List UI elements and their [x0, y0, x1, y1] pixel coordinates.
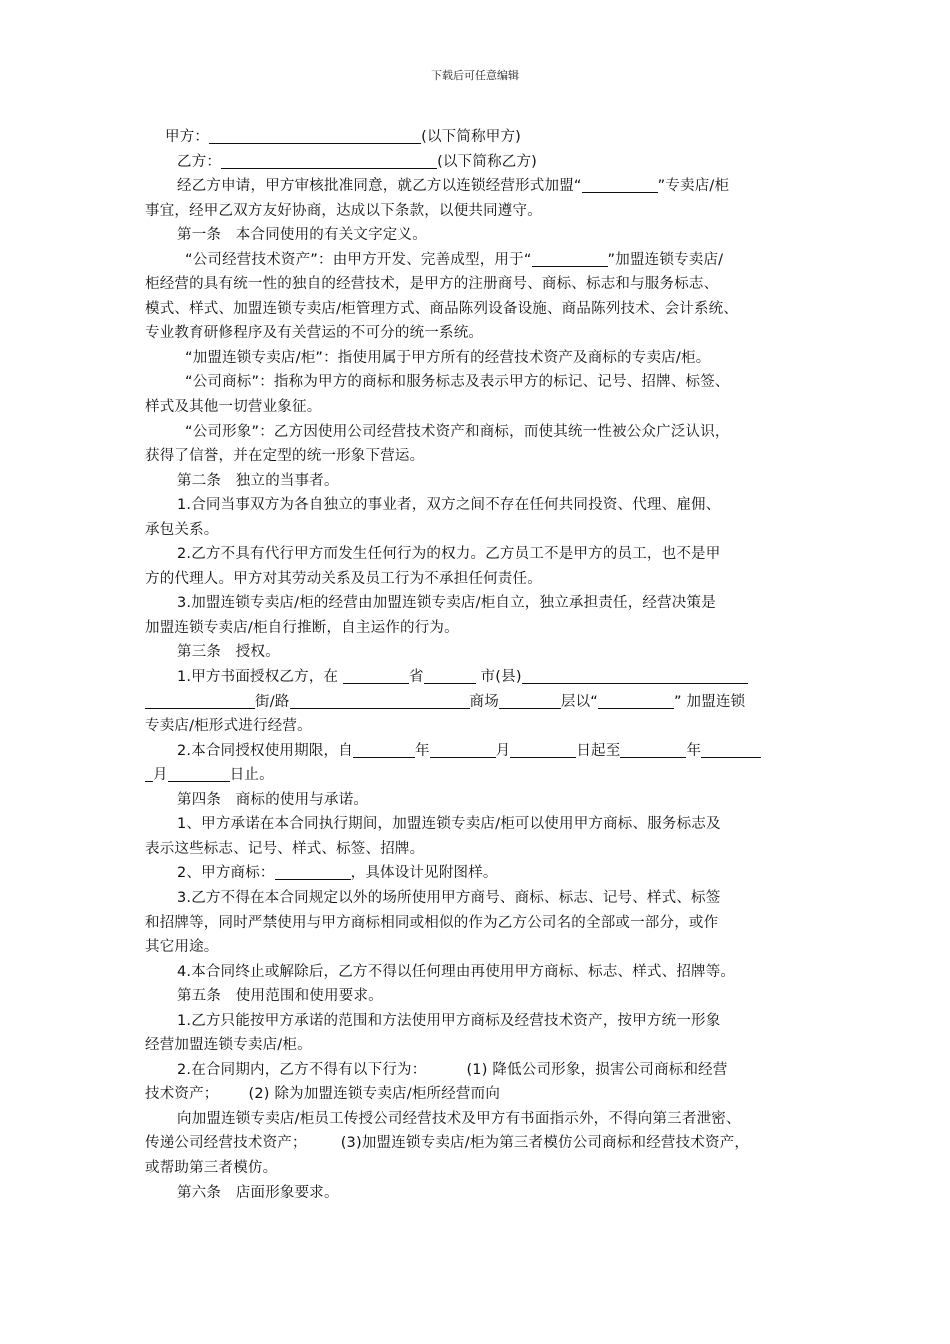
- end-day-blank: [168, 765, 230, 782]
- district-blank: [145, 692, 255, 709]
- authorization-address-line: 街/路 商场 层以“ ” 加盟连锁: [145, 690, 815, 715]
- paragraph-line: 2.在合同期内，乙方不得有以下行为： (1) 降低公司形象，损害公司商标和经营: [177, 1061, 728, 1078]
- province-blank: [343, 667, 409, 684]
- authorization-location-line: 1.甲方书面授权乙方，在 省 市(县): [145, 665, 815, 690]
- brand-blank: [598, 692, 674, 709]
- article-heading: 第五条 使用范围和使用要求。: [177, 988, 383, 1005]
- paragraph-line: 其它用途。: [145, 939, 219, 956]
- contract-body: [145, 125, 815, 1205]
- paragraph-line: 表示这些标志、记号、样式、标签、招牌。: [145, 840, 425, 857]
- paragraph-line: 向加盟连锁专卖店/柜员工传授公司经营技术及甲方有书面指示外，不得向第三者泄密、: [177, 1110, 741, 1127]
- party-a-blank: [209, 127, 421, 144]
- paragraph-line: 和招牌等，同时严禁使用与甲方商标相同或相似的作为乙方公司名的全部或一部分，或作: [145, 914, 719, 931]
- article-heading: 第四条 商标的使用与承诺。: [177, 791, 369, 808]
- article-heading: 第一条 本合同使用的有关文字定义。: [177, 227, 427, 244]
- party-a-line: 甲方： (以下简称甲方): [165, 129, 522, 145]
- end-year-blank: [620, 741, 686, 758]
- party-b-line: 乙方： (以下简称乙方): [177, 153, 538, 170]
- paragraph-line: 3.加盟连锁专卖店/柜的经营由加盟连锁专卖店/柜自立，独立承担责任，经营决策是: [177, 595, 716, 612]
- paragraph-line: “公司商标”：指称为甲方的商标和服务标志及表示甲方的标记、记号、招牌、标签、: [185, 374, 730, 391]
- paragraph-line: 1.乙方只能按甲方承诺的范围和方法使用甲方商标及经营技术资产，按甲方统一形象: [177, 1012, 721, 1029]
- paragraph-line: 传递公司经营技术资产； (3)加盟连锁专卖店/柜为第三者模仿公司商标和经营技术资产，: [145, 1135, 750, 1152]
- paragraph-line: 3.乙方不得在本合同规定以外的场所使用甲方商号、商标、标志、记号、样式、标签: [177, 889, 721, 906]
- trademark-blank: [275, 863, 351, 880]
- paragraph-line: 获得了信誉，并在定型的统一形象下营运。: [145, 448, 425, 465]
- article-heading: 第六条 店面形象要求。: [177, 1184, 339, 1201]
- paragraph-line: “公司经营技术资产”：由甲方开发、完善成型，用于“ ”加盟连锁专卖店/: [185, 251, 724, 268]
- start-month-blank: [430, 741, 496, 758]
- paragraph-line: 经乙方申请，甲方审核批准同意，就乙方以连锁经营形式加盟“ ”专卖店/柜: [177, 178, 730, 195]
- article-heading: 第三条 授权。: [177, 644, 280, 661]
- term-line: 2.本合同授权使用期限，自 年 月 日起至 年: [145, 739, 815, 764]
- paragraph-line: 承包关系。: [145, 521, 219, 538]
- end-month-blank: [701, 741, 761, 758]
- paragraph-line: 加盟连锁专卖店/柜自行推断，自主运作的行为。: [145, 619, 459, 636]
- brand-blank: [532, 250, 608, 267]
- trademark-line: 2、甲方商标： ，具体设计见附图样。: [177, 865, 498, 882]
- brand-blank: [582, 176, 658, 193]
- paragraph-line: 1.合同当事双方为各自独立的事业者，双方之间不存在任何共同投资、代理、雇佣、: [177, 497, 721, 514]
- paragraph-line: 方的代理人。甲方对其劳动关系及员工行为不承担任何责任。: [145, 570, 542, 587]
- term-line: 月 日止。: [145, 763, 815, 788]
- paragraph-line: 1、甲方承诺在本合同执行期间，加盟连锁专卖店/柜可以使用甲方商标、服务标志及: [177, 816, 721, 833]
- party-b-blank: [221, 152, 437, 169]
- start-day-blank: [510, 741, 576, 758]
- paragraph-line: “加盟连锁专卖店/柜”：指使用属于甲方所有的经营技术资产及商标的专卖店/柜。: [185, 349, 711, 366]
- street-blank: [290, 692, 470, 709]
- paragraph-line: “公司形象”：乙方因使用公司经营技术资产和商标，而使其统一性被公众广泛认识，: [185, 423, 730, 440]
- paragraph-line: 样式及其他一切营业象征。: [145, 399, 322, 416]
- paragraph-line: 2.乙方不具有代行甲方而发生任何行为的权力。乙方员工不是甲方的员工，也不是甲: [177, 546, 721, 563]
- start-year-blank: [353, 741, 415, 758]
- paragraph-line: 专卖店/柜形式进行经营。: [145, 718, 312, 735]
- paragraph-line: 经营加盟连锁专卖店/柜。: [145, 1037, 312, 1054]
- paragraph-line: 4.本合同终止或解除后，乙方不得以任何理由再使用甲方商标、标志、样式、招牌等。: [177, 963, 736, 980]
- paragraph-line: 柜经营的具有统一性的独自的经营技术，是甲方的注册商号、商标、标志和与服务标志、: [145, 276, 719, 293]
- city-blank: [424, 667, 476, 684]
- paragraph-line: 事宜，经甲乙双方友好协商，达成以下条款，以便共同遵守。: [145, 202, 542, 219]
- paragraph-line: 技术资产； (2) 除为加盟连锁专卖店/柜所经营而向: [145, 1086, 501, 1103]
- paragraph-line: 或帮助第三者模仿。: [145, 1159, 278, 1176]
- article-heading: 第二条 独立的当事者。: [177, 472, 339, 489]
- paragraph-line: 模式、样式、加盟连锁专卖店/柜管理方式、商品陈列设备设施、商品陈列技术、会计系统、: [145, 300, 739, 317]
- county-blank: [522, 667, 748, 684]
- page-header: 下载后可任意编辑: [431, 69, 519, 82]
- paragraph-line: 专业教育研修程序及有关营运的不可分的统一系统。: [145, 325, 484, 342]
- mall-floor-blank: [499, 692, 561, 709]
